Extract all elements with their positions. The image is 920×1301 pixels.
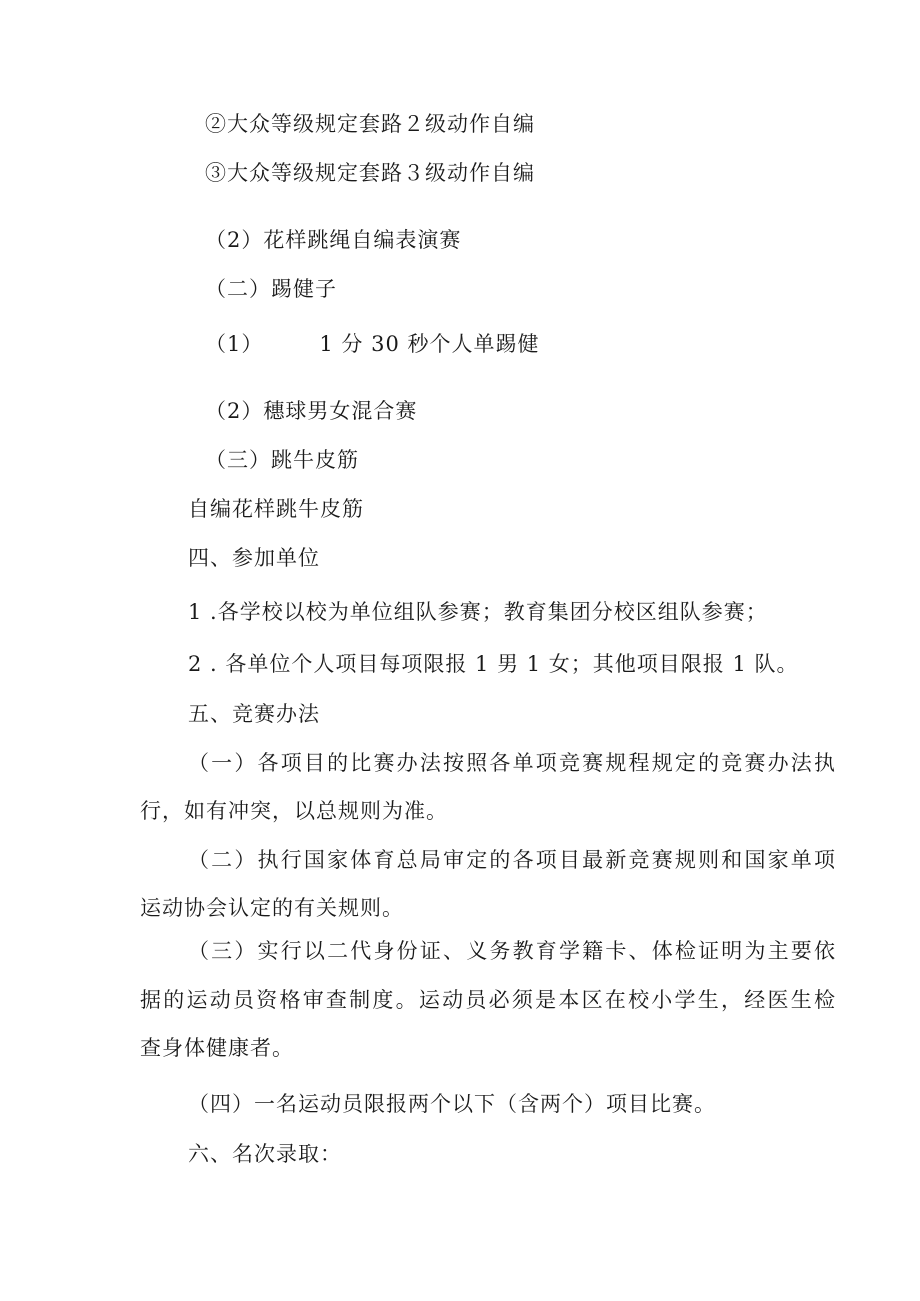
paragraph-line: （三）实行以二代身份证、义务教育学籍卡、体检证明为主要依: [188, 939, 836, 963]
text-line: [205, 330, 539, 358]
paragraph-line: 查身体健康者。: [140, 1036, 294, 1060]
paragraph-line: 行，如有冲突，以总规则为准。: [140, 799, 448, 823]
paragraph-line: （四）一名运动员限报两个以下（含两个）项目比赛。: [188, 1092, 716, 1116]
list-marker: （1）: [205, 332, 264, 356]
text-line: 2 . 各单位个人项目每项限报 1 男 1 女；其他项目限报 1 队。: [188, 652, 799, 676]
text-line: 自编花样跳牛皮筋: [188, 497, 364, 521]
text-line: ③大众等级规定套路３级动作自编: [205, 161, 535, 185]
list-item-text: 1 分 30 秒个人单踢健: [319, 332, 540, 356]
section-heading: 四、参加单位: [188, 546, 320, 570]
text-line: ②大众等级规定套路２级动作自编: [205, 112, 535, 136]
text-line: （二）踢健子: [205, 277, 337, 301]
section-heading: 六、名次录取：: [188, 1142, 342, 1166]
paragraph-line: 据的运动员资格审查制度。运动员必须是本区在校小学生，经医生检: [140, 988, 836, 1012]
text-line: （2）花样跳绳自编表演赛: [205, 228, 462, 252]
paragraph-line: 运动协会认定的有关规则。: [140, 896, 404, 920]
text-line: （2）穗球男女混合赛: [205, 399, 418, 423]
section-heading: 五、竞赛办法: [188, 702, 320, 726]
paragraph-line: （二）执行国家体育总局审定的各项目最新竞赛规则和国家单项: [188, 848, 836, 872]
text-line: 1 .各学校以校为单位组队参赛；教育集团分校区组队参赛；: [188, 600, 768, 624]
paragraph-line: （一）各项目的比赛办法按照各单项竞赛规程规定的竞赛办法执: [188, 751, 836, 775]
text-line: （三）跳牛皮筋: [205, 448, 359, 472]
